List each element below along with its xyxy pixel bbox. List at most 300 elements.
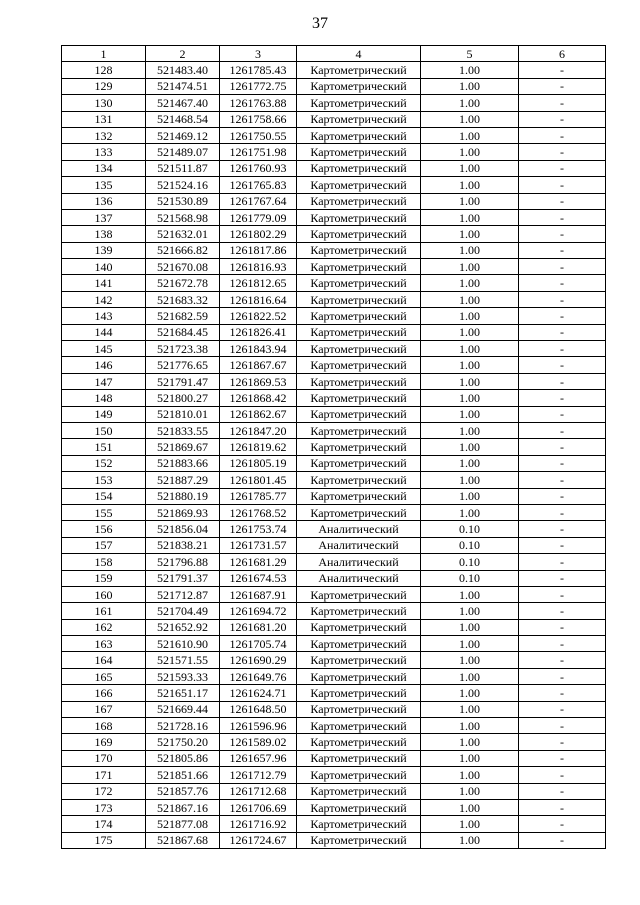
point-number-cell: 148 (62, 390, 146, 406)
y-coordinate-cell: 1261826.41 (220, 324, 297, 340)
x-coordinate-cell: 521704.49 (146, 603, 220, 619)
x-coordinate-cell: 521468.54 (146, 111, 220, 127)
y-coordinate-cell: 1261716.92 (220, 816, 297, 832)
y-coordinate-cell: 1261649.76 (220, 668, 297, 684)
accuracy-cell: 1.00 (421, 718, 519, 734)
note-cell: - (519, 668, 606, 684)
accuracy-cell: 1.00 (421, 127, 519, 143)
y-coordinate-cell: 1261750.55 (220, 127, 297, 143)
x-coordinate-cell: 521467.40 (146, 95, 220, 111)
table-row (62, 193, 606, 209)
table-row (62, 111, 606, 127)
accuracy-cell: 1.00 (421, 193, 519, 209)
point-number-cell: 144 (62, 324, 146, 340)
note-cell: - (519, 78, 606, 94)
table-row (62, 537, 606, 553)
table-row (62, 603, 606, 619)
accuracy-cell: 1.00 (421, 783, 519, 799)
table-row (62, 554, 606, 570)
method-cell: Картометрический (297, 472, 421, 488)
note-cell: - (519, 586, 606, 602)
method-cell: Картометрический (297, 259, 421, 275)
method-cell: Картометрический (297, 603, 421, 619)
method-cell: Картометрический (297, 619, 421, 635)
table-row (62, 127, 606, 143)
x-coordinate-cell: 521796.88 (146, 554, 220, 570)
accuracy-cell: 1.00 (421, 799, 519, 815)
accuracy-cell: 1.00 (421, 242, 519, 258)
accuracy-cell: 1.00 (421, 177, 519, 193)
x-coordinate-cell: 521838.21 (146, 537, 220, 553)
x-coordinate-cell: 521672.78 (146, 275, 220, 291)
table-row (62, 718, 606, 734)
table-row (62, 783, 606, 799)
accuracy-cell: 0.10 (421, 521, 519, 537)
point-number-cell: 167 (62, 701, 146, 717)
method-cell: Картометрический (297, 160, 421, 176)
accuracy-cell: 1.00 (421, 685, 519, 701)
y-coordinate-cell: 1261812.65 (220, 275, 297, 291)
x-coordinate-cell: 521869.93 (146, 504, 220, 520)
x-coordinate-cell: 521877.08 (146, 816, 220, 832)
accuracy-cell: 0.10 (421, 570, 519, 586)
point-number-cell: 135 (62, 177, 146, 193)
table-row (62, 357, 606, 373)
accuracy-cell: 1.00 (421, 209, 519, 225)
note-cell: - (519, 209, 606, 225)
method-cell: Аналитический (297, 554, 421, 570)
y-coordinate-cell: 1261768.52 (220, 504, 297, 520)
accuracy-cell: 1.00 (421, 816, 519, 832)
note-cell: - (519, 308, 606, 324)
note-cell: - (519, 636, 606, 652)
y-coordinate-cell: 1261868.42 (220, 390, 297, 406)
note-cell: - (519, 177, 606, 193)
method-cell: Картометрический (297, 127, 421, 143)
note-cell: - (519, 472, 606, 488)
note-cell: - (519, 259, 606, 275)
x-coordinate-cell: 521810.01 (146, 406, 220, 422)
table-row (62, 767, 606, 783)
point-number-cell: 152 (62, 455, 146, 471)
table-row (62, 439, 606, 455)
y-coordinate-cell: 1261805.19 (220, 455, 297, 471)
y-coordinate-cell: 1261785.77 (220, 488, 297, 504)
note-cell: - (519, 291, 606, 307)
table-header-row (62, 46, 606, 62)
y-coordinate-cell: 1261816.93 (220, 259, 297, 275)
method-cell: Картометрический (297, 652, 421, 668)
note-cell: - (519, 242, 606, 258)
point-number-cell: 151 (62, 439, 146, 455)
note-cell: - (519, 439, 606, 455)
x-coordinate-cell: 521800.27 (146, 390, 220, 406)
point-number-cell: 156 (62, 521, 146, 537)
note-cell: - (519, 422, 606, 438)
method-cell: Картометрический (297, 390, 421, 406)
point-number-cell: 170 (62, 750, 146, 766)
point-number-cell: 132 (62, 127, 146, 143)
method-cell: Картометрический (297, 701, 421, 717)
point-number-cell: 165 (62, 668, 146, 684)
x-coordinate-cell: 521469.12 (146, 127, 220, 143)
method-cell: Картометрический (297, 586, 421, 602)
table-row (62, 209, 606, 225)
note-cell: - (519, 127, 606, 143)
y-coordinate-cell: 1261763.88 (220, 95, 297, 111)
y-coordinate-cell: 1261674.53 (220, 570, 297, 586)
point-number-cell: 169 (62, 734, 146, 750)
y-coordinate-cell: 1261779.09 (220, 209, 297, 225)
column-header-2: 2 (146, 46, 220, 62)
point-number-cell: 150 (62, 422, 146, 438)
note-cell: - (519, 619, 606, 635)
method-cell: Картометрический (297, 734, 421, 750)
x-coordinate-cell: 521684.45 (146, 324, 220, 340)
y-coordinate-cell: 1261724.67 (220, 832, 297, 848)
table-body (62, 62, 606, 849)
y-coordinate-cell: 1261869.53 (220, 373, 297, 389)
note-cell: - (519, 95, 606, 111)
accuracy-cell: 1.00 (421, 619, 519, 635)
note-cell: - (519, 554, 606, 570)
table-row (62, 701, 606, 717)
table-row (62, 816, 606, 832)
note-cell: - (519, 373, 606, 389)
point-number-cell: 159 (62, 570, 146, 586)
point-number-cell: 131 (62, 111, 146, 127)
table-row (62, 62, 606, 78)
x-coordinate-cell: 521474.51 (146, 78, 220, 94)
table-row (62, 95, 606, 111)
column-header-6: 6 (519, 46, 606, 62)
table-row (62, 832, 606, 848)
method-cell: Картометрический (297, 718, 421, 734)
x-coordinate-cell: 521511.87 (146, 160, 220, 176)
table-row (62, 636, 606, 652)
x-coordinate-cell: 521568.98 (146, 209, 220, 225)
point-number-cell: 174 (62, 816, 146, 832)
method-cell: Картометрический (297, 62, 421, 78)
method-cell: Картометрический (297, 767, 421, 783)
note-cell: - (519, 832, 606, 848)
table-row (62, 521, 606, 537)
point-number-cell: 147 (62, 373, 146, 389)
method-cell: Картометрический (297, 685, 421, 701)
y-coordinate-cell: 1261596.96 (220, 718, 297, 734)
method-cell: Картометрический (297, 177, 421, 193)
x-coordinate-cell: 521571.55 (146, 652, 220, 668)
table-row (62, 472, 606, 488)
method-cell: Картометрический (297, 275, 421, 291)
y-coordinate-cell: 1261817.86 (220, 242, 297, 258)
coordinates-table (61, 45, 606, 849)
accuracy-cell: 1.00 (421, 668, 519, 684)
point-number-cell: 140 (62, 259, 146, 275)
x-coordinate-cell: 521651.17 (146, 685, 220, 701)
point-number-cell: 138 (62, 226, 146, 242)
table-row (62, 160, 606, 176)
y-coordinate-cell: 1261706.69 (220, 799, 297, 815)
method-cell: Картометрический (297, 439, 421, 455)
point-number-cell: 164 (62, 652, 146, 668)
note-cell: - (519, 734, 606, 750)
point-number-cell: 175 (62, 832, 146, 848)
y-coordinate-cell: 1261758.66 (220, 111, 297, 127)
method-cell: Картометрический (297, 144, 421, 160)
point-number-cell: 155 (62, 504, 146, 520)
table-row (62, 259, 606, 275)
x-coordinate-cell: 521652.92 (146, 619, 220, 635)
note-cell: - (519, 144, 606, 160)
point-number-cell: 133 (62, 144, 146, 160)
note-cell: - (519, 324, 606, 340)
method-cell: Картометрический (297, 324, 421, 340)
accuracy-cell: 1.00 (421, 586, 519, 602)
y-coordinate-cell: 1261712.68 (220, 783, 297, 799)
accuracy-cell: 1.00 (421, 226, 519, 242)
accuracy-cell: 1.00 (421, 373, 519, 389)
y-coordinate-cell: 1261731.57 (220, 537, 297, 553)
point-number-cell: 172 (62, 783, 146, 799)
x-coordinate-cell: 521883.66 (146, 455, 220, 471)
accuracy-cell: 1.00 (421, 734, 519, 750)
method-cell: Картометрический (297, 422, 421, 438)
y-coordinate-cell: 1261712.79 (220, 767, 297, 783)
x-coordinate-cell: 521712.87 (146, 586, 220, 602)
note-cell: - (519, 521, 606, 537)
accuracy-cell: 1.00 (421, 308, 519, 324)
method-cell: Картометрический (297, 816, 421, 832)
accuracy-cell: 1.00 (421, 144, 519, 160)
note-cell: - (519, 226, 606, 242)
accuracy-cell: 1.00 (421, 422, 519, 438)
point-number-cell: 149 (62, 406, 146, 422)
column-header-4: 4 (297, 46, 421, 62)
y-coordinate-cell: 1261705.74 (220, 636, 297, 652)
accuracy-cell: 1.00 (421, 341, 519, 357)
y-coordinate-cell: 1261681.29 (220, 554, 297, 570)
method-cell: Картометрический (297, 668, 421, 684)
method-cell: Картометрический (297, 209, 421, 225)
table-row (62, 619, 606, 635)
method-cell: Аналитический (297, 537, 421, 553)
point-number-cell: 146 (62, 357, 146, 373)
table-row (62, 570, 606, 586)
method-cell: Картометрический (297, 95, 421, 111)
accuracy-cell: 1.00 (421, 701, 519, 717)
x-coordinate-cell: 521867.16 (146, 799, 220, 815)
page-number: 37 (312, 15, 328, 32)
point-number-cell: 171 (62, 767, 146, 783)
point-number-cell: 153 (62, 472, 146, 488)
x-coordinate-cell: 521669.44 (146, 701, 220, 717)
note-cell: - (519, 357, 606, 373)
table-row (62, 177, 606, 193)
x-coordinate-cell: 521887.29 (146, 472, 220, 488)
x-coordinate-cell: 521593.33 (146, 668, 220, 684)
method-cell: Картометрический (297, 357, 421, 373)
table-row (62, 455, 606, 471)
y-coordinate-cell: 1261802.29 (220, 226, 297, 242)
table-row (62, 668, 606, 684)
accuracy-cell: 1.00 (421, 291, 519, 307)
x-coordinate-cell: 521851.66 (146, 767, 220, 783)
y-coordinate-cell: 1261867.67 (220, 357, 297, 373)
x-coordinate-cell: 521869.67 (146, 439, 220, 455)
accuracy-cell: 1.00 (421, 488, 519, 504)
accuracy-cell: 1.00 (421, 652, 519, 668)
x-coordinate-cell: 521728.16 (146, 718, 220, 734)
table-row (62, 373, 606, 389)
note-cell: - (519, 390, 606, 406)
x-coordinate-cell: 521682.59 (146, 308, 220, 324)
accuracy-cell: 1.00 (421, 111, 519, 127)
note-cell: - (519, 718, 606, 734)
accuracy-cell: 1.00 (421, 472, 519, 488)
point-number-cell: 137 (62, 209, 146, 225)
point-number-cell: 139 (62, 242, 146, 258)
point-number-cell: 154 (62, 488, 146, 504)
x-coordinate-cell: 521670.08 (146, 259, 220, 275)
point-number-cell: 129 (62, 78, 146, 94)
x-coordinate-cell: 521723.38 (146, 341, 220, 357)
table-row (62, 308, 606, 324)
point-number-cell: 160 (62, 586, 146, 602)
y-coordinate-cell: 1261765.83 (220, 177, 297, 193)
accuracy-cell: 1.00 (421, 259, 519, 275)
y-coordinate-cell: 1261751.98 (220, 144, 297, 160)
x-coordinate-cell: 521805.86 (146, 750, 220, 766)
accuracy-cell: 1.00 (421, 95, 519, 111)
accuracy-cell: 1.00 (421, 750, 519, 766)
method-cell: Картометрический (297, 455, 421, 471)
method-cell: Картометрический (297, 78, 421, 94)
accuracy-cell: 0.10 (421, 554, 519, 570)
note-cell: - (519, 193, 606, 209)
x-coordinate-cell: 521524.16 (146, 177, 220, 193)
table-row (62, 406, 606, 422)
method-cell: Картометрический (297, 291, 421, 307)
table-row (62, 422, 606, 438)
method-cell: Картометрический (297, 750, 421, 766)
point-number-cell: 158 (62, 554, 146, 570)
accuracy-cell: 0.10 (421, 537, 519, 553)
y-coordinate-cell: 1261847.20 (220, 422, 297, 438)
x-coordinate-cell: 521867.68 (146, 832, 220, 848)
point-number-cell: 163 (62, 636, 146, 652)
y-coordinate-cell: 1261694.72 (220, 603, 297, 619)
table-row (62, 144, 606, 160)
table-row (62, 226, 606, 242)
method-cell: Картометрический (297, 308, 421, 324)
point-number-cell: 142 (62, 291, 146, 307)
y-coordinate-cell: 1261862.67 (220, 406, 297, 422)
method-cell: Аналитический (297, 570, 421, 586)
note-cell: - (519, 406, 606, 422)
method-cell: Картометрический (297, 832, 421, 848)
x-coordinate-cell: 521610.90 (146, 636, 220, 652)
accuracy-cell: 1.00 (421, 504, 519, 520)
note-cell: - (519, 111, 606, 127)
y-coordinate-cell: 1261589.02 (220, 734, 297, 750)
x-coordinate-cell: 521750.20 (146, 734, 220, 750)
y-coordinate-cell: 1261624.71 (220, 685, 297, 701)
accuracy-cell: 1.00 (421, 603, 519, 619)
note-cell: - (519, 799, 606, 815)
method-cell: Картометрический (297, 504, 421, 520)
table-row (62, 78, 606, 94)
point-number-cell: 173 (62, 799, 146, 815)
point-number-cell: 168 (62, 718, 146, 734)
note-cell: - (519, 685, 606, 701)
note-cell: - (519, 767, 606, 783)
note-cell: - (519, 570, 606, 586)
note-cell: - (519, 275, 606, 291)
note-cell: - (519, 62, 606, 78)
y-coordinate-cell: 1261785.43 (220, 62, 297, 78)
table-row (62, 504, 606, 520)
x-coordinate-cell: 521489.07 (146, 144, 220, 160)
x-coordinate-cell: 521791.37 (146, 570, 220, 586)
table-row (62, 652, 606, 668)
point-number-cell: 161 (62, 603, 146, 619)
point-number-cell: 130 (62, 95, 146, 111)
y-coordinate-cell: 1261753.74 (220, 521, 297, 537)
y-coordinate-cell: 1261687.91 (220, 586, 297, 602)
accuracy-cell: 1.00 (421, 390, 519, 406)
method-cell: Картометрический (297, 111, 421, 127)
table-row (62, 291, 606, 307)
note-cell: - (519, 488, 606, 504)
method-cell: Картометрический (297, 488, 421, 504)
x-coordinate-cell: 521791.47 (146, 373, 220, 389)
accuracy-cell: 1.00 (421, 406, 519, 422)
table-row (62, 488, 606, 504)
accuracy-cell: 1.00 (421, 832, 519, 848)
point-number-cell: 162 (62, 619, 146, 635)
y-coordinate-cell: 1261843.94 (220, 341, 297, 357)
table-row (62, 750, 606, 766)
accuracy-cell: 1.00 (421, 357, 519, 373)
method-cell: Картометрический (297, 406, 421, 422)
point-number-cell: 143 (62, 308, 146, 324)
y-coordinate-cell: 1261648.50 (220, 701, 297, 717)
point-number-cell: 145 (62, 341, 146, 357)
y-coordinate-cell: 1261760.93 (220, 160, 297, 176)
accuracy-cell: 1.00 (421, 275, 519, 291)
accuracy-cell: 1.00 (421, 78, 519, 94)
accuracy-cell: 1.00 (421, 439, 519, 455)
y-coordinate-cell: 1261657.96 (220, 750, 297, 766)
table-row (62, 275, 606, 291)
method-cell: Картометрический (297, 373, 421, 389)
point-number-cell: 134 (62, 160, 146, 176)
note-cell: - (519, 783, 606, 799)
accuracy-cell: 1.00 (421, 62, 519, 78)
method-cell: Картометрический (297, 341, 421, 357)
point-number-cell: 136 (62, 193, 146, 209)
method-cell: Картометрический (297, 242, 421, 258)
accuracy-cell: 1.00 (421, 636, 519, 652)
note-cell: - (519, 701, 606, 717)
column-header-3: 3 (220, 46, 297, 62)
point-number-cell: 166 (62, 685, 146, 701)
note-cell: - (519, 750, 606, 766)
column-header-5: 5 (421, 46, 519, 62)
x-coordinate-cell: 521483.40 (146, 62, 220, 78)
note-cell: - (519, 341, 606, 357)
